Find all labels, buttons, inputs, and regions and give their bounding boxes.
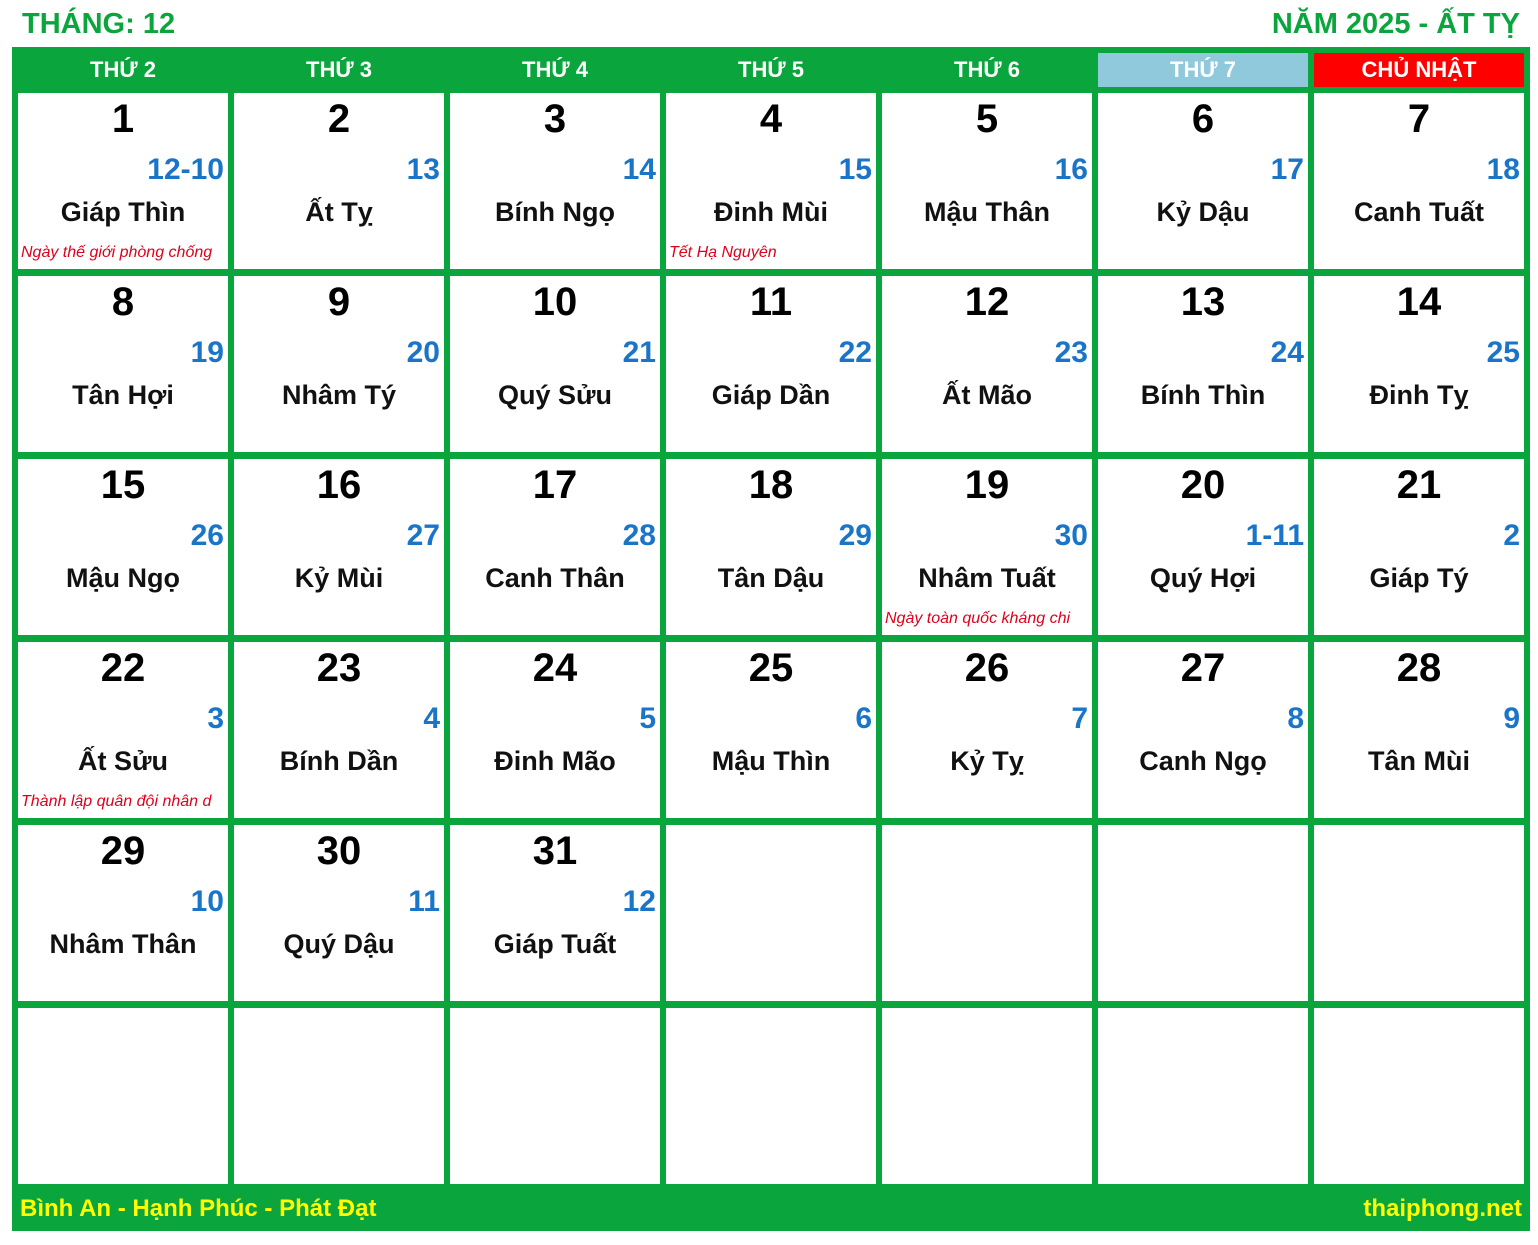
- solar-day-number: 25: [748, 646, 794, 690]
- solar-day-number: 29: [100, 829, 146, 873]
- lunar-day-number: 3: [207, 702, 224, 735]
- day-cell[interactable]: [1314, 459, 1524, 635]
- day-cell[interactable]: [1098, 642, 1308, 818]
- can-chi-label: Ất Mão: [942, 380, 1032, 410]
- lunar-day-number: 2: [1503, 519, 1520, 552]
- day-cell: [666, 825, 876, 1001]
- can-chi-label: Tân Hợi: [72, 380, 174, 410]
- lunar-day-number: 6: [855, 702, 872, 735]
- lunar-day-number: 11: [408, 885, 440, 918]
- solar-day-number: 7: [1407, 97, 1431, 141]
- day-cell[interactable]: [450, 93, 660, 269]
- solar-day-number: 3: [543, 97, 567, 141]
- solar-day-number: 9: [327, 280, 351, 324]
- lunar-day-number: 18: [1486, 153, 1520, 186]
- can-chi-label: Giáp Tuất: [493, 929, 617, 959]
- solar-day-number: 18: [748, 463, 794, 507]
- can-chi-label: Kỷ Mùi: [294, 563, 384, 593]
- can-chi-label: Kỷ Tỵ: [950, 746, 1024, 776]
- lunar-day-number: 16: [1054, 153, 1088, 186]
- lunar-day-number: 19: [190, 336, 224, 369]
- weekday-header: THỨ 7: [1098, 53, 1308, 87]
- solar-day-number: 2: [327, 97, 351, 141]
- event-note: Tết Hạ Nguyên: [669, 244, 777, 261]
- solar-day-number: 15: [100, 463, 146, 507]
- year-title: NĂM 2025 - ẤT TỴ: [1271, 8, 1520, 40]
- solar-day-number: 1: [111, 97, 135, 141]
- lunar-day-number: 20: [406, 336, 440, 369]
- can-chi-label: Mậu Thân: [924, 197, 1050, 227]
- weekday-header: THỨ 5: [738, 57, 804, 82]
- day-cell[interactable]: [18, 459, 228, 635]
- event-note: Thành lập quân đội nhân d: [21, 793, 212, 810]
- weekday-header: CHỦ NHẬT: [1314, 53, 1524, 87]
- day-cell[interactable]: [18, 642, 228, 818]
- can-chi-label: Quý Dậu: [283, 929, 395, 959]
- day-cell[interactable]: [882, 642, 1092, 818]
- can-chi-label: Canh Thân: [485, 563, 625, 593]
- solar-day-number: 27: [1180, 646, 1226, 690]
- lunar-day-number: 5: [639, 702, 656, 735]
- day-cell[interactable]: [882, 276, 1092, 452]
- lunar-day-number: 8: [1287, 702, 1304, 735]
- day-cell[interactable]: [234, 459, 444, 635]
- solar-day-number: 23: [316, 646, 362, 690]
- day-cell[interactable]: [666, 93, 876, 269]
- day-cell[interactable]: [1098, 93, 1308, 269]
- lunar-day-number: 9: [1503, 702, 1520, 735]
- weekday-header: THỨ 3: [306, 57, 372, 82]
- lunar-day-number: 26: [190, 519, 224, 552]
- lunar-day-number: 12: [622, 885, 656, 918]
- solar-day-number: 26: [964, 646, 1010, 690]
- can-chi-label: Nhâm Tý: [281, 380, 397, 410]
- can-chi-label: Tân Mùi: [1368, 746, 1470, 776]
- solar-day-number: 21: [1396, 463, 1442, 507]
- day-cell[interactable]: [234, 825, 444, 1001]
- can-chi-label: Bính Dần: [279, 746, 399, 776]
- can-chi-label: Nhâm Tuất: [918, 563, 1056, 593]
- day-cell: [1314, 1008, 1524, 1184]
- day-cell[interactable]: [450, 825, 660, 1001]
- day-cell: [1098, 825, 1308, 1001]
- weekday-header: THỨ 4: [522, 57, 588, 82]
- can-chi-label: Kỷ Dậu: [1156, 197, 1250, 227]
- day-cell[interactable]: [1098, 459, 1308, 635]
- solar-day-number: 12: [964, 280, 1010, 324]
- solar-day-number: 11: [749, 280, 793, 324]
- lunar-day-number: 23: [1054, 336, 1088, 369]
- solar-day-number: 5: [975, 97, 999, 141]
- lunar-day-number: 14: [622, 153, 656, 186]
- can-chi-label: Quý Sửu: [497, 380, 613, 410]
- can-chi-label: Quý Hợi: [1149, 563, 1257, 593]
- solar-day-number: 20: [1180, 463, 1226, 507]
- day-cell[interactable]: [882, 93, 1092, 269]
- can-chi-label: Canh Ngọ: [1139, 746, 1267, 776]
- day-cell[interactable]: [450, 642, 660, 818]
- day-cell[interactable]: [1314, 642, 1524, 818]
- can-chi-label: Đinh Mùi: [714, 197, 828, 227]
- solar-day-number: 30: [316, 829, 362, 873]
- day-cell: [1314, 825, 1524, 1001]
- day-cell: [1098, 1008, 1308, 1184]
- day-cell[interactable]: [18, 93, 228, 269]
- solar-day-number: 16: [316, 463, 362, 507]
- lunar-day-number: 15: [838, 153, 872, 186]
- event-note: Ngày toàn quốc kháng chi: [885, 610, 1071, 627]
- day-cell[interactable]: [1314, 93, 1524, 269]
- day-cell[interactable]: [234, 276, 444, 452]
- can-chi-label: Mậu Thìn: [711, 746, 831, 776]
- can-chi-label: Đinh Mão: [494, 746, 616, 776]
- can-chi-label: Đinh Tỵ: [1369, 380, 1469, 410]
- day-cell[interactable]: [234, 93, 444, 269]
- day-cell: [666, 1008, 876, 1184]
- lunar-day-number: 13: [406, 153, 440, 186]
- lunar-day-number: 27: [406, 519, 440, 552]
- can-chi-label: Mậu Ngọ: [66, 563, 180, 593]
- day-cell[interactable]: [666, 642, 876, 818]
- solar-day-number: 31: [532, 829, 578, 873]
- day-cell: [882, 825, 1092, 1001]
- solar-day-number: 22: [100, 646, 146, 690]
- month-title: THÁNG: 12: [22, 8, 176, 40]
- lunar-day-number: 21: [622, 336, 656, 369]
- solar-day-number: 6: [1191, 97, 1215, 141]
- lunar-day-number: 7: [1071, 702, 1088, 735]
- footer-slogan: Bình An - Hạnh Phúc - Phát Đạt: [20, 1195, 377, 1222]
- lunar-day-number: 30: [1054, 519, 1088, 552]
- calendar-grid: [12, 47, 1530, 1231]
- weekday-header: THỨ 2: [90, 57, 156, 82]
- can-chi-label: Giáp Dần: [711, 380, 831, 410]
- solar-day-number: 28: [1396, 646, 1442, 690]
- day-cell[interactable]: [450, 276, 660, 452]
- day-cell[interactable]: [1098, 276, 1308, 452]
- can-chi-label: Ất Tỵ: [305, 197, 373, 227]
- lunar-day-number: 10: [190, 885, 224, 918]
- can-chi-label: Giáp Thìn: [60, 197, 186, 227]
- can-chi-label: Giáp Tý: [1369, 563, 1469, 593]
- lunar-day-number: 25: [1486, 336, 1520, 369]
- footer-website[interactable]: thaiphong.net: [1363, 1195, 1522, 1222]
- can-chi-label: Nhâm Thân: [49, 929, 197, 959]
- day-cell: [18, 1008, 228, 1184]
- day-cell[interactable]: [1314, 276, 1524, 452]
- day-cell: [234, 1008, 444, 1184]
- day-cell[interactable]: [882, 459, 1092, 635]
- solar-day-number: 17: [532, 463, 578, 507]
- lunar-day-number: 4: [423, 702, 440, 735]
- weekday-header: THỨ 6: [954, 57, 1020, 82]
- solar-day-number: 10: [532, 280, 578, 324]
- event-note: Ngày thế giới phòng chống: [21, 244, 213, 261]
- day-cell[interactable]: [450, 459, 660, 635]
- day-cell[interactable]: [234, 642, 444, 818]
- lunar-day-number: 22: [838, 336, 872, 369]
- day-cell[interactable]: [666, 276, 876, 452]
- day-cell[interactable]: [666, 459, 876, 635]
- day-cell: [882, 1008, 1092, 1184]
- solar-day-number: 4: [759, 97, 783, 141]
- can-chi-label: Bính Thìn: [1140, 380, 1266, 410]
- day-cell[interactable]: [18, 825, 228, 1001]
- can-chi-label: Canh Tuất: [1354, 197, 1484, 227]
- can-chi-label: Tân Dậu: [717, 563, 825, 593]
- solar-day-number: 14: [1396, 280, 1442, 324]
- solar-day-number: 8: [111, 280, 135, 324]
- solar-day-number: 24: [532, 646, 578, 690]
- lunar-day-number: 28: [622, 519, 656, 552]
- lunar-day-number: 24: [1270, 336, 1304, 369]
- lunar-day-number: 17: [1270, 153, 1304, 186]
- lunar-day-number: 29: [838, 519, 872, 552]
- day-cell: [450, 1008, 660, 1184]
- solar-day-number: 13: [1180, 280, 1226, 324]
- lunar-day-number: 1-11: [1245, 519, 1304, 552]
- can-chi-label: Ất Sửu: [77, 746, 169, 776]
- lunar-day-number: 12-10: [147, 153, 224, 186]
- can-chi-label: Bính Ngọ: [495, 197, 615, 227]
- day-cell[interactable]: [18, 276, 228, 452]
- solar-day-number: 19: [964, 463, 1010, 507]
